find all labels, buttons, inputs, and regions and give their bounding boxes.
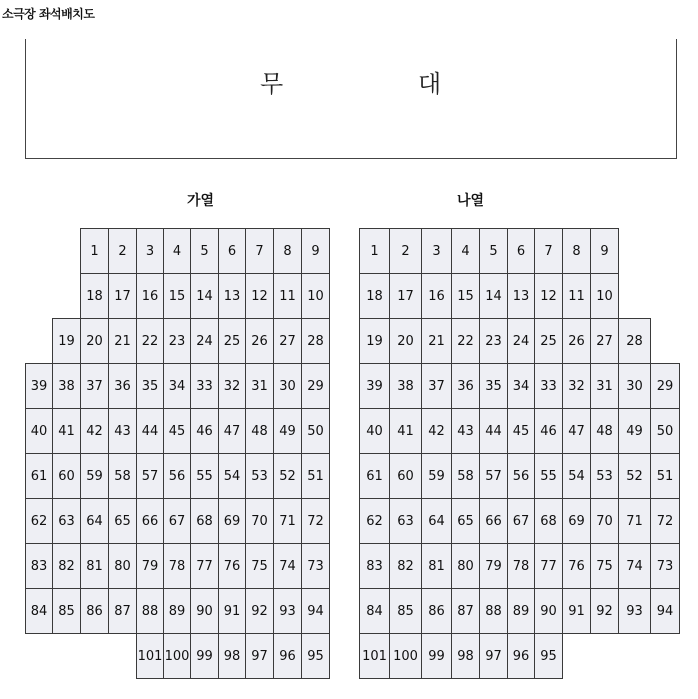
seat-na-18[interactable]: 18 bbox=[359, 273, 390, 319]
seat-ga-78[interactable]: 78 bbox=[163, 543, 191, 589]
seat-na-61[interactable]: 61 bbox=[359, 453, 390, 499]
seat-na-34[interactable]: 34 bbox=[507, 363, 535, 409]
seat-ga-29[interactable]: 29 bbox=[301, 363, 330, 409]
seat-ga-15[interactable]: 15 bbox=[163, 273, 191, 319]
seat-ga-18[interactable]: 18 bbox=[80, 273, 109, 319]
seat-na-27[interactable]: 27 bbox=[590, 318, 619, 364]
seat-ga-24[interactable]: 24 bbox=[190, 318, 219, 364]
seat-ga-44[interactable]: 44 bbox=[136, 408, 164, 454]
seat-ga-2[interactable]: 2 bbox=[108, 228, 137, 274]
seat-na-14[interactable]: 14 bbox=[479, 273, 508, 319]
seat-na-92[interactable]: 92 bbox=[590, 588, 619, 634]
seat-na-84[interactable]: 84 bbox=[359, 588, 390, 634]
seat-na-91[interactable]: 91 bbox=[562, 588, 591, 634]
seat-na-83[interactable]: 83 bbox=[359, 543, 390, 589]
stage-label-2: 대 bbox=[418, 70, 442, 98]
seat-na-12[interactable]: 12 bbox=[534, 273, 563, 319]
seat-na-89[interactable]: 89 bbox=[507, 588, 535, 634]
seat-na-54[interactable]: 54 bbox=[562, 453, 591, 499]
seat-na-45[interactable]: 45 bbox=[507, 408, 535, 454]
seat-ga-79[interactable]: 79 bbox=[136, 543, 164, 589]
seat-ga-81[interactable]: 81 bbox=[80, 543, 109, 589]
seat-ga-26[interactable]: 26 bbox=[245, 318, 274, 364]
seat-na-68[interactable]: 68 bbox=[534, 498, 563, 544]
seat-ga-38[interactable]: 38 bbox=[52, 363, 81, 409]
seat-ga-19[interactable]: 19 bbox=[52, 318, 81, 364]
seat-na-85[interactable]: 85 bbox=[389, 588, 422, 634]
seat-na-44[interactable]: 44 bbox=[479, 408, 508, 454]
seat-ga-42[interactable]: 42 bbox=[80, 408, 109, 454]
seat-na-48[interactable]: 48 bbox=[590, 408, 619, 454]
seat-ga-54[interactable]: 54 bbox=[218, 453, 246, 499]
seat-na-23[interactable]: 23 bbox=[479, 318, 508, 364]
seat-ga-8[interactable]: 8 bbox=[273, 228, 302, 274]
seat-na-74[interactable]: 74 bbox=[618, 543, 651, 589]
seat-ga-25[interactable]: 25 bbox=[218, 318, 246, 364]
section-label-na: 나열 bbox=[457, 193, 485, 209]
seat-na-56[interactable]: 56 bbox=[507, 453, 535, 499]
seat-ga-101[interactable]: 101 bbox=[136, 633, 164, 679]
seat-ga-30[interactable]: 30 bbox=[273, 363, 302, 409]
seat-na-22[interactable]: 22 bbox=[451, 318, 480, 364]
seat-na-47[interactable]: 47 bbox=[562, 408, 591, 454]
seat-ga-7[interactable]: 7 bbox=[245, 228, 274, 274]
seat-na-70[interactable]: 70 bbox=[590, 498, 619, 544]
seat-na-94[interactable]: 94 bbox=[650, 588, 680, 634]
seat-ga-11[interactable]: 11 bbox=[273, 273, 302, 319]
seat-na-35[interactable]: 35 bbox=[479, 363, 508, 409]
seat-na-20[interactable]: 20 bbox=[389, 318, 422, 364]
seat-ga-71[interactable]: 71 bbox=[273, 498, 302, 544]
seat-ga-75[interactable]: 75 bbox=[245, 543, 274, 589]
seat-ga-91[interactable]: 91 bbox=[218, 588, 246, 634]
seat-ga-51[interactable]: 51 bbox=[301, 453, 330, 499]
seat-na-76[interactable]: 76 bbox=[562, 543, 591, 589]
seat-na-16[interactable]: 16 bbox=[421, 273, 452, 319]
seat-na-10[interactable]: 10 bbox=[590, 273, 619, 319]
seat-ga-6[interactable]: 6 bbox=[218, 228, 246, 274]
seat-ga-77[interactable]: 77 bbox=[190, 543, 219, 589]
seat-na-80[interactable]: 80 bbox=[451, 543, 480, 589]
seat-ga-55[interactable]: 55 bbox=[190, 453, 219, 499]
seat-ga-4[interactable]: 4 bbox=[163, 228, 191, 274]
seat-na-46[interactable]: 46 bbox=[534, 408, 563, 454]
seat-ga-62[interactable]: 62 bbox=[25, 498, 53, 544]
seat-ga-61[interactable]: 61 bbox=[25, 453, 53, 499]
seat-na-6[interactable]: 6 bbox=[507, 228, 535, 274]
seat-ga-10[interactable]: 10 bbox=[301, 273, 330, 319]
seat-ga-23[interactable]: 23 bbox=[163, 318, 191, 364]
seat-ga-84[interactable]: 84 bbox=[25, 588, 53, 634]
seat-na-28[interactable]: 28 bbox=[618, 318, 651, 364]
seat-ga-22[interactable]: 22 bbox=[136, 318, 164, 364]
seat-ga-3[interactable]: 3 bbox=[136, 228, 164, 274]
seat-ga-63[interactable]: 63 bbox=[52, 498, 81, 544]
seat-ga-67[interactable]: 67 bbox=[163, 498, 191, 544]
seat-ga-90[interactable]: 90 bbox=[190, 588, 219, 634]
seat-ga-43[interactable]: 43 bbox=[108, 408, 137, 454]
seat-ga-60[interactable]: 60 bbox=[52, 453, 81, 499]
seat-ga-74[interactable]: 74 bbox=[273, 543, 302, 589]
seat-na-57[interactable]: 57 bbox=[479, 453, 508, 499]
seat-na-95[interactable]: 95 bbox=[534, 633, 563, 679]
seat-ga-73[interactable]: 73 bbox=[301, 543, 330, 589]
seat-na-1[interactable]: 1 bbox=[359, 228, 390, 274]
seat-ga-21[interactable]: 21 bbox=[108, 318, 137, 364]
seat-na-8[interactable]: 8 bbox=[562, 228, 591, 274]
seat-ga-28[interactable]: 28 bbox=[301, 318, 330, 364]
seat-na-32[interactable]: 32 bbox=[562, 363, 591, 409]
seat-na-62[interactable]: 62 bbox=[359, 498, 390, 544]
seat-na-51[interactable]: 51 bbox=[650, 453, 680, 499]
seat-na-9[interactable]: 9 bbox=[590, 228, 619, 274]
seat-na-38[interactable]: 38 bbox=[389, 363, 422, 409]
seat-ga-50[interactable]: 50 bbox=[301, 408, 330, 454]
seat-ga-93[interactable]: 93 bbox=[273, 588, 302, 634]
seat-na-30[interactable]: 30 bbox=[618, 363, 651, 409]
seat-ga-48[interactable]: 48 bbox=[245, 408, 274, 454]
seat-na-13[interactable]: 13 bbox=[507, 273, 535, 319]
section-label-ga: 가열 bbox=[187, 193, 215, 209]
seat-na-55[interactable]: 55 bbox=[534, 453, 563, 499]
seat-na-78[interactable]: 78 bbox=[507, 543, 535, 589]
seat-na-79[interactable]: 79 bbox=[479, 543, 508, 589]
page-title: 소극장 좌석배치도 bbox=[2, 7, 95, 21]
seat-ga-88[interactable]: 88 bbox=[136, 588, 164, 634]
seat-na-52[interactable]: 52 bbox=[618, 453, 651, 499]
seat-ga-83[interactable]: 83 bbox=[25, 543, 53, 589]
seat-na-63[interactable]: 63 bbox=[389, 498, 422, 544]
seat-na-5[interactable]: 5 bbox=[479, 228, 508, 274]
seat-ga-94[interactable]: 94 bbox=[301, 588, 330, 634]
seat-ga-27[interactable]: 27 bbox=[273, 318, 302, 364]
seat-na-15[interactable]: 15 bbox=[451, 273, 480, 319]
seat-na-96[interactable]: 96 bbox=[507, 633, 535, 679]
seat-ga-89[interactable]: 89 bbox=[163, 588, 191, 634]
seat-ga-64[interactable]: 64 bbox=[80, 498, 109, 544]
seat-na-99[interactable]: 99 bbox=[421, 633, 452, 679]
seat-ga-98[interactable]: 98 bbox=[218, 633, 246, 679]
seat-ga-86[interactable]: 86 bbox=[80, 588, 109, 634]
seat-ga-32[interactable]: 32 bbox=[218, 363, 246, 409]
seat-ga-82[interactable]: 82 bbox=[52, 543, 81, 589]
seat-na-53[interactable]: 53 bbox=[590, 453, 619, 499]
seat-na-86[interactable]: 86 bbox=[421, 588, 452, 634]
seat-ga-85[interactable]: 85 bbox=[52, 588, 81, 634]
seat-na-25[interactable]: 25 bbox=[534, 318, 563, 364]
seat-ga-47[interactable]: 47 bbox=[218, 408, 246, 454]
seat-na-82[interactable]: 82 bbox=[389, 543, 422, 589]
seat-ga-41[interactable]: 41 bbox=[52, 408, 81, 454]
seat-na-97[interactable]: 97 bbox=[479, 633, 508, 679]
seat-ga-99[interactable]: 99 bbox=[190, 633, 219, 679]
seat-ga-92[interactable]: 92 bbox=[245, 588, 274, 634]
seat-na-2[interactable]: 2 bbox=[389, 228, 422, 274]
seat-ga-13[interactable]: 13 bbox=[218, 273, 246, 319]
seat-na-39[interactable]: 39 bbox=[359, 363, 390, 409]
seat-na-40[interactable]: 40 bbox=[359, 408, 390, 454]
stage bbox=[25, 39, 677, 159]
seat-ga-31[interactable]: 31 bbox=[245, 363, 274, 409]
seat-na-69[interactable]: 69 bbox=[562, 498, 591, 544]
seat-ga-49[interactable]: 49 bbox=[273, 408, 302, 454]
seat-ga-53[interactable]: 53 bbox=[245, 453, 274, 499]
seat-na-60[interactable]: 60 bbox=[389, 453, 422, 499]
seat-na-29[interactable]: 29 bbox=[650, 363, 680, 409]
seat-na-73[interactable]: 73 bbox=[650, 543, 680, 589]
seat-na-26[interactable]: 26 bbox=[562, 318, 591, 364]
seat-na-11[interactable]: 11 bbox=[562, 273, 591, 319]
seat-ga-70[interactable]: 70 bbox=[245, 498, 274, 544]
seat-ga-57[interactable]: 57 bbox=[136, 453, 164, 499]
seat-na-21[interactable]: 21 bbox=[421, 318, 452, 364]
stage-label-1: 무 bbox=[260, 70, 284, 98]
seat-na-71[interactable]: 71 bbox=[618, 498, 651, 544]
seat-ga-14[interactable]: 14 bbox=[190, 273, 219, 319]
seat-ga-39[interactable]: 39 bbox=[25, 363, 53, 409]
seat-ga-1[interactable]: 1 bbox=[80, 228, 109, 274]
seat-ga-68[interactable]: 68 bbox=[190, 498, 219, 544]
seat-ga-87[interactable]: 87 bbox=[108, 588, 137, 634]
seat-na-59[interactable]: 59 bbox=[421, 453, 452, 499]
seat-na-98[interactable]: 98 bbox=[451, 633, 480, 679]
seat-na-88[interactable]: 88 bbox=[479, 588, 508, 634]
seat-ga-40[interactable]: 40 bbox=[25, 408, 53, 454]
seat-na-36[interactable]: 36 bbox=[451, 363, 480, 409]
seat-ga-100[interactable]: 100 bbox=[163, 633, 191, 679]
seat-ga-58[interactable]: 58 bbox=[108, 453, 137, 499]
seat-na-100[interactable]: 100 bbox=[389, 633, 422, 679]
seat-ga-46[interactable]: 46 bbox=[190, 408, 219, 454]
seat-ga-80[interactable]: 80 bbox=[108, 543, 137, 589]
seat-ga-34[interactable]: 34 bbox=[163, 363, 191, 409]
seat-na-101[interactable]: 101 bbox=[359, 633, 390, 679]
seat-ga-69[interactable]: 69 bbox=[218, 498, 246, 544]
seat-na-81[interactable]: 81 bbox=[421, 543, 452, 589]
seat-na-24[interactable]: 24 bbox=[507, 318, 535, 364]
seat-ga-76[interactable]: 76 bbox=[218, 543, 246, 589]
seat-na-41[interactable]: 41 bbox=[389, 408, 422, 454]
seat-na-33[interactable]: 33 bbox=[534, 363, 563, 409]
seat-ga-17[interactable]: 17 bbox=[108, 273, 137, 319]
seat-na-66[interactable]: 66 bbox=[479, 498, 508, 544]
seat-na-31[interactable]: 31 bbox=[590, 363, 619, 409]
seat-ga-36[interactable]: 36 bbox=[108, 363, 137, 409]
seat-na-7[interactable]: 7 bbox=[534, 228, 563, 274]
seat-ga-96[interactable]: 96 bbox=[273, 633, 302, 679]
seat-na-49[interactable]: 49 bbox=[618, 408, 651, 454]
seat-ga-56[interactable]: 56 bbox=[163, 453, 191, 499]
seat-na-43[interactable]: 43 bbox=[451, 408, 480, 454]
seat-ga-33[interactable]: 33 bbox=[190, 363, 219, 409]
seat-na-90[interactable]: 90 bbox=[534, 588, 563, 634]
seat-ga-72[interactable]: 72 bbox=[301, 498, 330, 544]
seat-na-19[interactable]: 19 bbox=[359, 318, 390, 364]
seat-na-37[interactable]: 37 bbox=[421, 363, 452, 409]
seat-na-75[interactable]: 75 bbox=[590, 543, 619, 589]
seat-na-67[interactable]: 67 bbox=[507, 498, 535, 544]
seat-ga-9[interactable]: 9 bbox=[301, 228, 330, 274]
seat-na-17[interactable]: 17 bbox=[389, 273, 422, 319]
seat-ga-12[interactable]: 12 bbox=[245, 273, 274, 319]
seat-ga-65[interactable]: 65 bbox=[108, 498, 137, 544]
seat-ga-52[interactable]: 52 bbox=[273, 453, 302, 499]
seat-na-64[interactable]: 64 bbox=[421, 498, 452, 544]
seat-ga-97[interactable]: 97 bbox=[245, 633, 274, 679]
seat-na-50[interactable]: 50 bbox=[650, 408, 680, 454]
seat-na-58[interactable]: 58 bbox=[451, 453, 480, 499]
seat-na-4[interactable]: 4 bbox=[451, 228, 480, 274]
seat-ga-59[interactable]: 59 bbox=[80, 453, 109, 499]
seat-na-93[interactable]: 93 bbox=[618, 588, 651, 634]
seat-ga-37[interactable]: 37 bbox=[80, 363, 109, 409]
seat-na-65[interactable]: 65 bbox=[451, 498, 480, 544]
seat-ga-16[interactable]: 16 bbox=[136, 273, 164, 319]
seat-ga-45[interactable]: 45 bbox=[163, 408, 191, 454]
seat-ga-95[interactable]: 95 bbox=[301, 633, 330, 679]
seat-na-87[interactable]: 87 bbox=[451, 588, 480, 634]
seat-ga-5[interactable]: 5 bbox=[190, 228, 219, 274]
seat-ga-35[interactable]: 35 bbox=[136, 363, 164, 409]
seat-na-77[interactable]: 77 bbox=[534, 543, 563, 589]
seat-ga-66[interactable]: 66 bbox=[136, 498, 164, 544]
seat-na-42[interactable]: 42 bbox=[421, 408, 452, 454]
seat-ga-20[interactable]: 20 bbox=[80, 318, 109, 364]
seat-na-3[interactable]: 3 bbox=[421, 228, 452, 274]
seat-na-72[interactable]: 72 bbox=[650, 498, 680, 544]
